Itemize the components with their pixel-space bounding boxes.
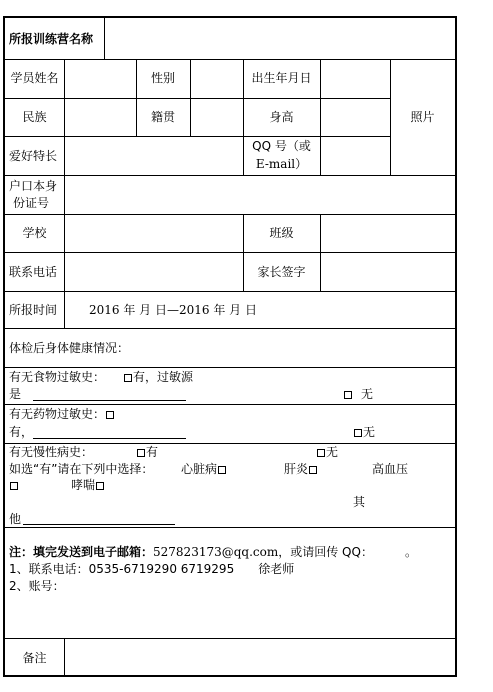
hepatitis-option[interactable]	[284, 462, 318, 476]
notes-line2	[9, 562, 294, 576]
drug-allergen-line[interactable]	[33, 438, 186, 439]
gender-field[interactable]	[191, 60, 243, 98]
remarks-field[interactable]	[65, 639, 455, 675]
notes-email: 527823173@qq.com	[153, 545, 279, 559]
phone-field[interactable]	[65, 253, 243, 291]
chronic-yes[interactable]	[136, 445, 158, 459]
camp-name-label: 所报训练营名称	[9, 32, 94, 46]
chronic-label: 有无慢性病史：	[9, 445, 94, 459]
registration-form	[3, 16, 457, 677]
parent-signature-field[interactable]	[321, 253, 455, 291]
food-allergy-no-text: 无	[361, 387, 374, 401]
enroll-time-value[interactable]: 2016 年 月 日—2016 年 月 日	[89, 303, 257, 317]
student-name-label: 学员姓名	[10, 71, 59, 85]
checkbox-icon[interactable]	[317, 449, 325, 457]
health-title: 体检后身体健康情况：	[9, 341, 130, 355]
parent-signature-label: 家长签字	[257, 265, 306, 279]
food-allergy-yes-text: 有，过敏源	[133, 370, 194, 384]
food-allergy-no[interactable]	[343, 387, 373, 401]
id-label-line1: 户口本身	[9, 179, 58, 193]
asthma-option[interactable]	[71, 478, 105, 492]
checkbox-icon[interactable]	[10, 482, 18, 490]
photo-label: 照片	[410, 110, 435, 124]
hepatitis-text: 肝炎	[284, 462, 309, 476]
height-field[interactable]	[321, 99, 390, 136]
gender-label: 性别	[150, 71, 175, 85]
qq-label-line1: QQ 号（或	[252, 139, 311, 153]
row-divider	[5, 404, 455, 405]
hobby-label: 爱好特长	[9, 149, 58, 163]
chronic-choose-hint: 如选“有”请在下列中选择：	[9, 462, 154, 476]
ethnicity-label: 民族	[22, 110, 47, 124]
hobby-field[interactable]	[65, 137, 243, 175]
drug-allergy-no-text: 无	[363, 425, 376, 439]
ethnicity-field[interactable]	[65, 99, 136, 136]
enroll-time-label: 所报时间	[9, 303, 58, 317]
checkbox-icon[interactable]	[344, 391, 352, 399]
qq-field[interactable]	[321, 137, 390, 175]
row-divider	[5, 527, 455, 528]
id-number-field[interactable]	[65, 176, 455, 214]
notes-line3: 2、账号：	[9, 579, 65, 593]
checkbox-icon[interactable]	[106, 411, 114, 419]
asthma-text: 哮喘	[71, 478, 96, 492]
checkbox-icon[interactable]	[218, 466, 226, 474]
chronic-no[interactable]	[316, 445, 338, 459]
student-name-field[interactable]	[65, 60, 136, 98]
checkbox-icon[interactable]	[137, 449, 145, 457]
food-allergy-yes[interactable]	[123, 370, 193, 384]
notes-period: 。	[404, 545, 417, 559]
school-label: 学校	[22, 226, 47, 240]
other-char-1: 其	[353, 495, 366, 509]
checkbox-icon[interactable]	[354, 429, 362, 437]
class-label: 班级	[269, 226, 294, 240]
row-divider	[5, 367, 455, 368]
hypertension-option[interactable]: 高血压	[372, 462, 409, 476]
notes-qq-label: ，或请回传 QQ：	[278, 545, 367, 559]
height-label: 身高	[269, 110, 294, 124]
school-field[interactable]	[65, 215, 243, 252]
chronic-no-text: 无	[326, 445, 339, 459]
row-divider	[5, 291, 455, 292]
drug-allergy-label	[9, 407, 115, 421]
other-char-2: 他	[9, 512, 22, 526]
chronic-yes-text: 有	[146, 445, 159, 459]
remarks-label: 备注	[22, 651, 47, 665]
notes-phone: 1、联系电话：0535-6719290 6719295	[9, 562, 235, 576]
drug-allergy-yes: 有，	[9, 425, 34, 439]
food-allergy-label: 有无食物过敏史：	[9, 370, 106, 384]
food-allergy-is: 是	[9, 387, 22, 401]
other-disease-line[interactable]	[23, 524, 175, 525]
camp-name-field[interactable]	[105, 18, 455, 59]
drug-allergy-no[interactable]	[353, 425, 375, 439]
checkbox-icon[interactable]	[96, 482, 104, 490]
origin-label: 籍贯	[150, 110, 175, 124]
class-field[interactable]	[321, 215, 455, 252]
food-allergen-line[interactable]	[33, 400, 186, 401]
notes-prefix: 注：填完发送到电子邮箱：	[9, 545, 154, 559]
row-divider	[5, 328, 455, 329]
origin-field[interactable]	[191, 99, 243, 136]
hypertension-checkbox-row[interactable]	[9, 478, 19, 492]
notes-line1	[9, 545, 417, 559]
checkbox-icon[interactable]	[124, 374, 132, 382]
birthdate-field[interactable]	[321, 60, 390, 98]
birthdate-label: 出生年月日	[251, 71, 312, 85]
heart-disease-text: 心脏病	[181, 462, 218, 476]
row-divider	[5, 443, 455, 444]
phone-label: 联系电话	[9, 265, 58, 279]
notes-teacher: 徐老师	[258, 562, 295, 576]
drug-allergy-label-text: 有无药物过敏史：	[9, 407, 106, 421]
checkbox-icon[interactable]	[309, 466, 317, 474]
id-label-line2: 份证号	[13, 196, 50, 210]
heart-disease-option[interactable]	[181, 462, 227, 476]
qq-label-line2: E-mail）	[255, 157, 308, 171]
